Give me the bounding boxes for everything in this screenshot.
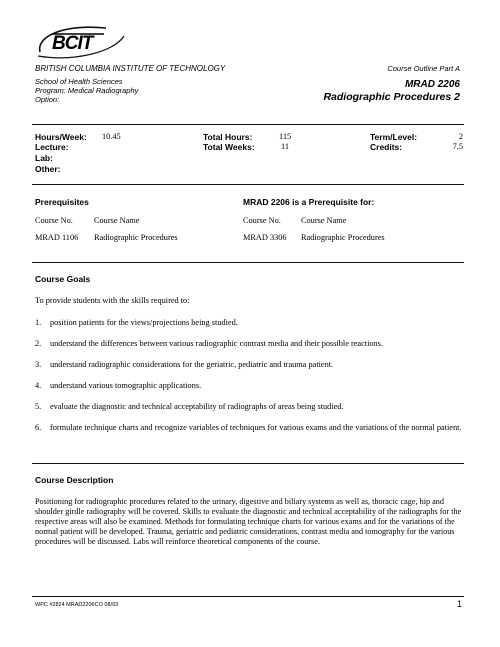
goal-number: 2.	[35, 339, 42, 348]
divider	[32, 124, 464, 125]
prereq-for-heading: MRAD 2206 is a Prerequisite for:	[243, 197, 375, 207]
term-label: Term/Level:	[370, 132, 418, 142]
total-weeks-value: 11	[281, 142, 289, 151]
goal-text: formulate technique charts and recognize variables of techniques for various exams and the variations of the normal patient.	[50, 423, 462, 432]
divider	[32, 463, 464, 464]
option-label: Option:	[35, 95, 60, 104]
program-name: Program: Medical Radiography	[35, 86, 139, 95]
prereq-course-no: MRAD 1106	[35, 233, 79, 242]
course-title: Radiographic Procedures 2	[323, 91, 460, 103]
outline-part: Course Outline Part A	[387, 64, 460, 73]
total-hours-value: 115	[279, 132, 292, 141]
footer-code: WPC #2824 MRAD2206CO 08/93	[35, 602, 119, 608]
total-hours-label: Total Hours:	[203, 132, 253, 142]
hours-week-label: Hours/Week:	[35, 132, 87, 142]
prerequisites-heading: Prerequisites	[35, 197, 89, 207]
goal-text: understand radiographic considerations for the geriatric, pediatric and trauma patient.	[50, 360, 334, 369]
goal-number: 6.	[35, 423, 42, 432]
prereq-for-course-name: Radiographic Procedures	[301, 233, 385, 242]
divider	[32, 184, 464, 185]
goal-text: understand various tomographic applications.	[50, 381, 202, 390]
prereq-for-col-no: Course No.	[243, 216, 281, 225]
goal-number: 5.	[35, 402, 42, 411]
goal-text: position patients for the views/projections being studied.	[50, 318, 238, 327]
total-weeks-label: Total Weeks:	[203, 142, 255, 152]
term-value: 2	[458, 132, 463, 141]
divider	[32, 596, 464, 597]
school-name: School of Health Sciences	[35, 77, 123, 86]
lecture-label: Lecture:	[35, 142, 69, 152]
goals-heading: Course Goals	[35, 274, 91, 284]
credits-label: Credits:	[370, 142, 403, 152]
goal-number: 4.	[35, 381, 42, 390]
prereq-for-col-name: Course Name	[301, 216, 347, 225]
prereq-col-name: Course Name	[94, 216, 140, 225]
svg-text:BCIT: BCIT	[52, 33, 93, 54]
goal-text: understand the differences between various radiographic contrast media and their possible reactions.	[50, 339, 383, 348]
other-label: Other:	[35, 164, 61, 174]
description-heading: Course Description	[35, 475, 114, 485]
goal-number: 3.	[35, 360, 42, 369]
prereq-for-course-no: MRAD 3306	[243, 233, 287, 242]
bcit-logo	[34, 22, 126, 62]
divider	[32, 262, 464, 263]
course-code: MRAD 2206	[404, 79, 460, 90]
institute-name: BRITISH COLUMBIA INSTITUTE OF TECHNOLOGY	[35, 64, 226, 73]
page-number: 1	[456, 599, 462, 609]
prereq-course-name: Radiographic Procedures	[94, 233, 178, 242]
goal-number: 1.	[35, 318, 42, 327]
hours-week-value: 10.45	[102, 132, 121, 141]
credits-value: 7.5	[452, 142, 463, 151]
prereq-col-no: Course No.	[35, 216, 73, 225]
goal-text: evaluate the diagnostic and technical acceptability of radiographs of areas being studied.	[50, 402, 344, 411]
goals-intro: To provide students with the skills required to:	[35, 296, 190, 305]
lab-label: Lab:	[35, 153, 53, 163]
description-text: Positioning for radiographic procedures related to the urinary, digestive and biliary systems as well as, thoracic cage, hip and shoulder girdle radiography will be covered. Skills to evaluate the diagnostic and technical acceptability of the radiographs for the respective areas will also be examined. Methods for formulating technique charts for various exams and for the variations of the normal patient will be developed. Trauma, geriatric and pediatric considerations, contrast media and tomography for the various procedures will be discussed. Labs will reinforce theoretical components of the course.	[35, 497, 462, 546]
